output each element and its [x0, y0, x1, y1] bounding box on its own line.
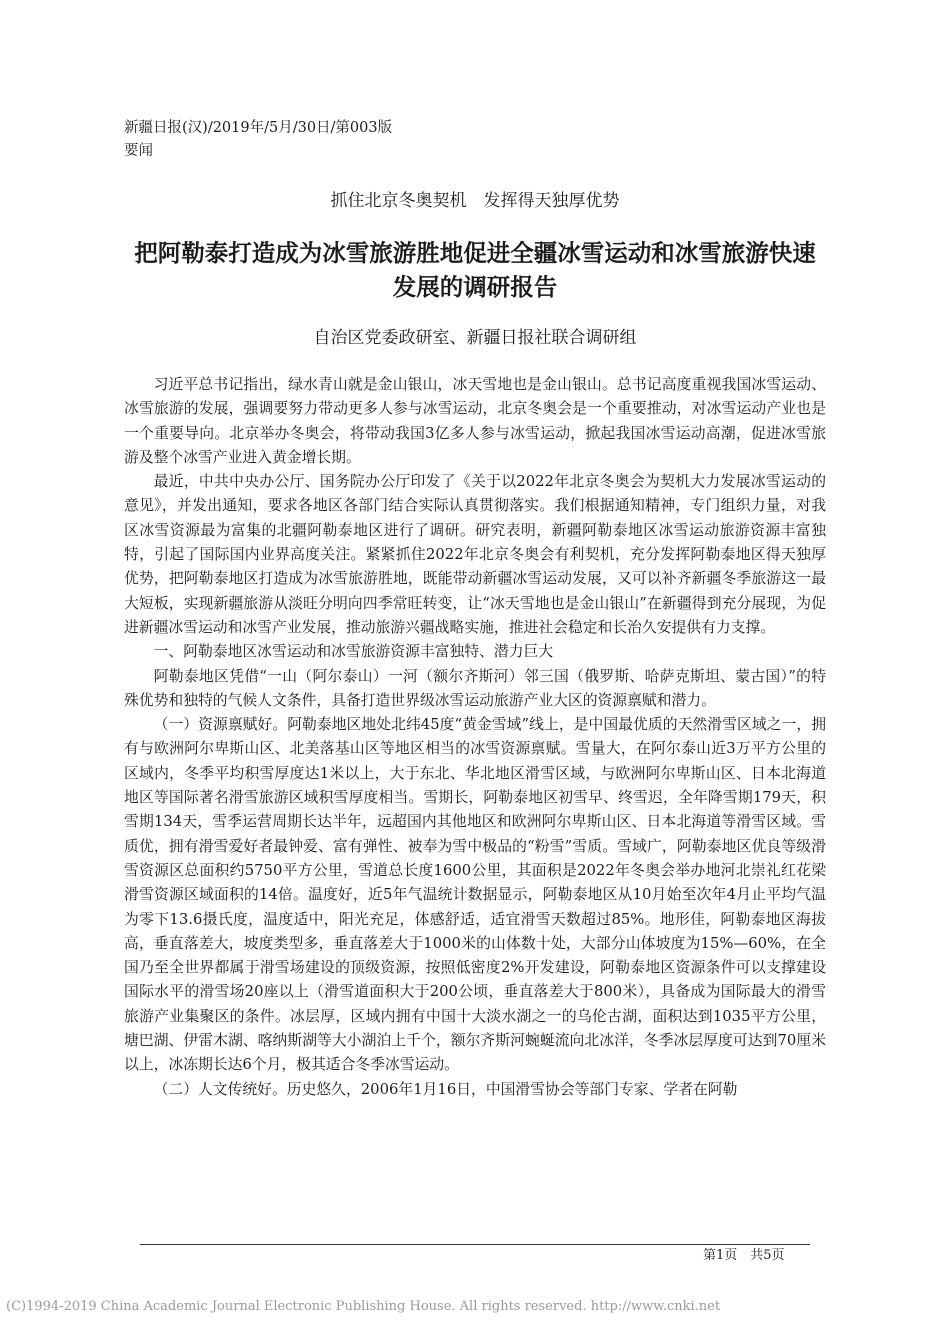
page-number: 第1页 共5页 [703, 1248, 785, 1263]
article-title: 把阿勒泰打造成为冰雪旅游胜地促进全疆冰雪运动和冰雪旅游快速发展的调研报告 [134, 239, 816, 301]
paragraph: （一）资源禀赋好。阿勒泰地区地处北纬45度“黄金雪域”线上，是中国最优质的天然滑雪区域之一，拥有与欧洲阿尔卑斯山区、北美落基山区等地区相当的冰雪资源禀赋。雪量大，在阿尔泰山近3万平方公里的区域内，冬季平均积雪厚度达1米以上，大于东北、华北地区滑雪区域，与欧洲阿尔卑斯山区、日本北海道地区等国际著名滑雪旅游区域积雪厚度相当。雪期长，阿勒泰地区初雪早、终雪迟，全年降雪期179天，积雪期134天，雪季运营周期长达半年，远超国内其他地区和欧洲阿尔卑斯山区、日本北海道等滑雪区域。雪质优，拥有滑雪爱好者最钟爱、富有弹性、被奉为雪中极品的“粉雪”雪质。雪域广，阿勒泰地区优良等级滑雪资源区总面积约5750平方公里，雪道总长度1600公里，其面积是2022年冬奥会举办地河北崇礼红花梁滑雪资源区域面积的14倍。温度好，近5年气温统计数据显示，阿勒泰地区从10月始至次年4月止平均气温为零下13.6摄氏度，温度适中，阳光充足，体感舒适，适宜滑雪天数超过85%。地形佳，阿勒泰地区海拔高，垂直落差大，坡度类型多，垂直落差大于1000米的山体数十处，大部分山体坡度为15%—60%，在全国乃至全世界都属于滑雪场建设的顶级资源，按照低密度2%开发建设，阿勒泰地区资源条件可以支撑建设国际水平的滑雪场20座以上（滑雪道面积大于200公顷，垂直落差大于800米），具备成为国际最大的滑雪旅游产业集聚区的条件。冰层厚，区域内拥有中国十大淡水湖之一的乌伦古湖，面积达到1035平方公里，塘巴湖、伊雷木湖、喀纳斯湖等大小湖泊上千个，额尔齐斯河蜿蜒流向北冰洋，冬季冰层厚度可达到70厘米以上，冰冻期长达6个月，极其适合冬季冰雪运动。 [124, 716, 826, 1074]
section-label: 要闻 [124, 143, 153, 159]
article-author: 自治区党委政研室、新疆日报社联合调研组 [313, 328, 637, 348]
section-heading: 一、阿勒泰地区冰雪运动和冰雪旅游资源丰富独特、潜力巨大 [153, 643, 554, 661]
article-body [124, 373, 826, 1102]
paragraph: 最近，中共中央办公厅、国务院办公厅印发了《关于以2022年北京冬奥会为契机大力发展冰雪运动的意见》，并发出通知，要求各地区各部门结合实际认真贯彻落实。我们根据通知精神，专门组织力量，对我区冰雪资源最为富集的北疆阿勒泰地区进行了调研。研究表明，新疆阿勒泰地区冰雪运动旅游资源丰富独特，引起了国际国内业界高度关注。紧紧抓住2022年北京冬奥会有利契机，充分发挥阿勒泰地区得天独厚优势，把阿勒泰地区打造成为冰雪旅游胜地，既能带动新疆冰雪运动发展，又可以补齐新疆冬季旅游这一最大短板，实现新疆旅游从淡旺分明向四季常旺转变，让“冰天雪地也是金山银山”在新疆得到充分展现，为促进新疆冰雪运动和冰雪产业发展，推动旅游兴疆战略实施，推进社会稳定和长治久安提供有力支撑。 [124, 473, 826, 636]
paragraph: （二）人文传统好。历史悠久，2006年1月16日，中国滑雪协会等部门专家、学者在阿勒 [153, 1080, 738, 1098]
paragraph: 习近平总书记指出，绿水青山就是金山银山，冰天雪地也是金山银山。总书记高度重视我国冰雪运动、冰雪旅游的发展，强调要努力带动更多人参与冰雪运动，北京冬奥会是一个重要推动，对冰雪运动产业也是一个重要导向。北京举办冬奥会，将带动我国3亿多人参与冰雪运动，掀起我国冰雪运动高潮，促进冰雪旅游及整个冰雪产业进入黄金增长期。 [124, 376, 826, 466]
copyright-notice: (C)1994-2019 China Academic Journal Electronic Publishing House. All rights reserved. http://www.cnki.net [6, 1299, 721, 1314]
publication-source: 新疆日报(汉)/2019年/5月/30日/第003版 [124, 120, 393, 136]
paragraph: 阿勒泰地区凭借“一山（阿尔泰山）一河（额尔齐斯河）邻三国（俄罗斯、哈萨克斯坦、蒙古国）”的特殊优势和独特的气候人文条件，具备打造世界级冰雪运动旅游产业大区的资源禀赋和潜力。 [124, 667, 826, 709]
article-subtitle: 抓住北京冬奥契机 发挥得天独厚优势 [330, 191, 620, 211]
footer-divider [140, 1244, 810, 1245]
